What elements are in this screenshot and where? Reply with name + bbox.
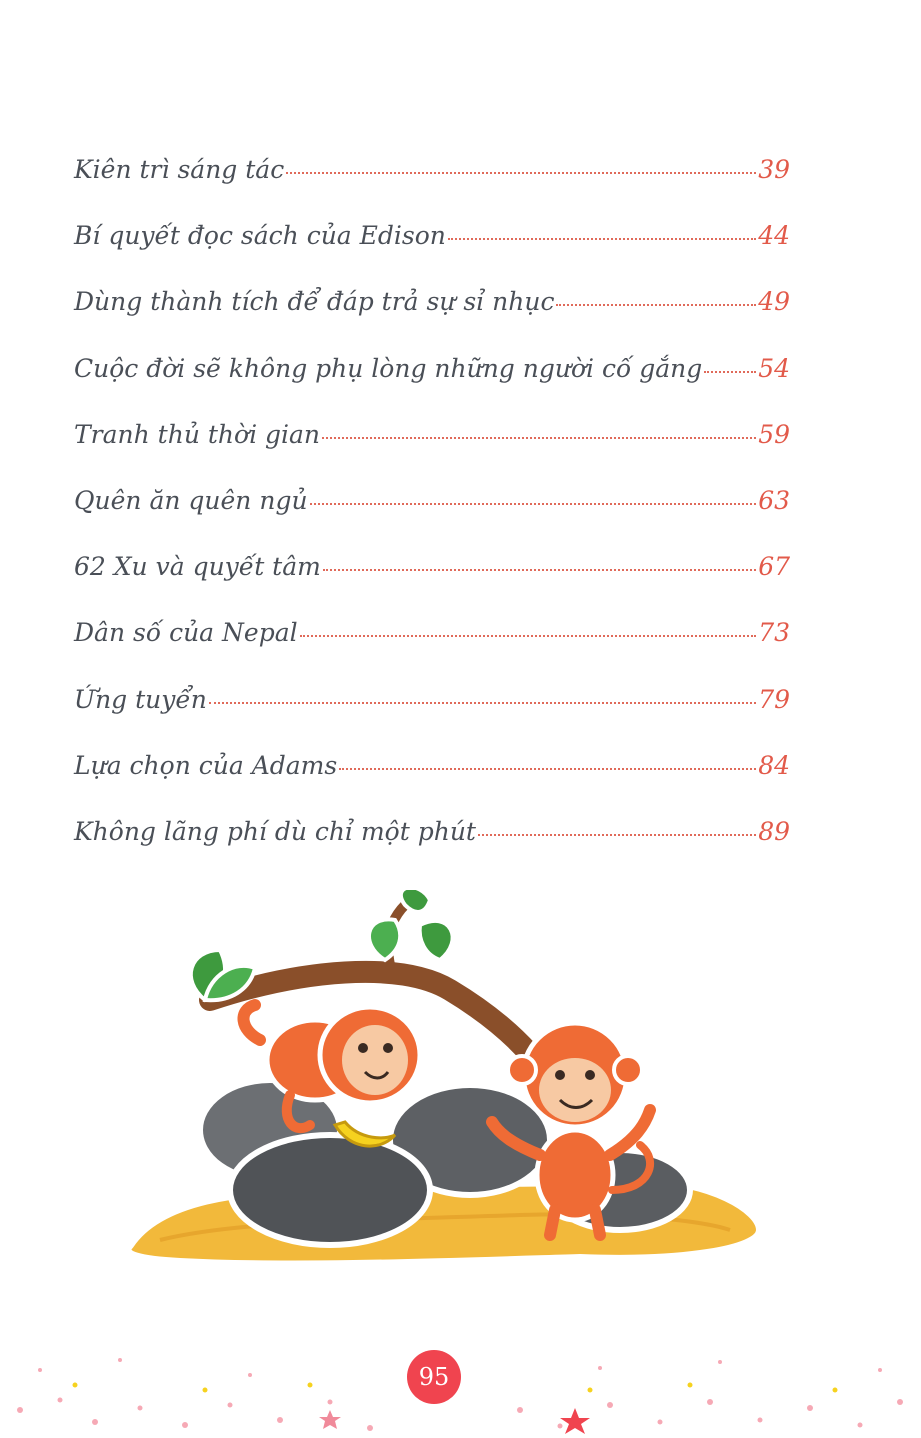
toc-entry-title: Ứng tuyển (74, 684, 207, 714)
toc-entry-title: Quên ăn quên ngủ (74, 485, 308, 515)
leader-dots (323, 569, 756, 571)
toc-entry[interactable] (74, 155, 790, 221)
toc-entry[interactable] (74, 552, 790, 618)
toc-entry-title: Kiên trì sáng tác (74, 155, 285, 184)
toc-entry[interactable] (74, 751, 790, 817)
toc-entry-page: 73 (758, 618, 790, 648)
leader-dots (286, 172, 756, 174)
toc-entry[interactable] (74, 354, 790, 420)
toc-entry-page: 84 (758, 750, 790, 780)
monkeys-illustration (120, 890, 770, 1270)
leader-dots (300, 635, 757, 637)
toc-entry-title: Tranh thủ thời gian (74, 419, 321, 449)
toc-entry[interactable] (74, 817, 790, 883)
toc-entry-title: Dùng thành tích để đáp trả sự sỉ nhục (74, 287, 555, 317)
toc-entry[interactable] (74, 685, 790, 751)
leader-dots (339, 768, 756, 770)
toc-entry-title: Dân số của Nepal (74, 618, 298, 648)
leader-dots (322, 437, 756, 439)
toc-entry-page: 39 (758, 155, 790, 184)
toc-entry-page: 44 (758, 221, 790, 251)
toc-entry[interactable] (74, 221, 790, 287)
toc-entry-title: 62 Xu và quyết tâm (74, 552, 321, 582)
leader-dots (448, 238, 756, 240)
page-number-badge: 95 (407, 1350, 461, 1404)
toc-entry[interactable] (74, 287, 790, 353)
toc-entry[interactable] (74, 486, 790, 552)
stars-decoration (0, 1290, 921, 1438)
leader-dots (310, 503, 757, 505)
toc-entry[interactable] (74, 618, 790, 684)
toc-entry-title: Bí quyết đọc sách của Edison (74, 221, 446, 251)
toc-entry-page: 67 (758, 552, 790, 582)
toc-entry-page: 63 (758, 485, 790, 515)
leader-dots (478, 834, 756, 836)
leader-dots (704, 371, 756, 373)
toc-entry-page: 49 (758, 287, 790, 317)
toc-entry-title: Không lãng phí dù chỉ một phút (74, 816, 476, 846)
toc-entry-title: Lựa chọn của Adams (74, 750, 338, 780)
table-of-contents (74, 155, 790, 883)
leader-dots (209, 702, 756, 704)
leader-dots (556, 304, 756, 306)
toc-entry-page: 59 (758, 419, 790, 449)
toc-entry[interactable] (74, 420, 790, 486)
toc-entry-title: Cuộc đời sẽ không phụ lòng những người cố gắng (74, 353, 703, 383)
toc-entry-page: 79 (758, 684, 790, 714)
toc-entry-page: 89 (758, 816, 790, 846)
toc-entry-page: 54 (758, 353, 790, 383)
